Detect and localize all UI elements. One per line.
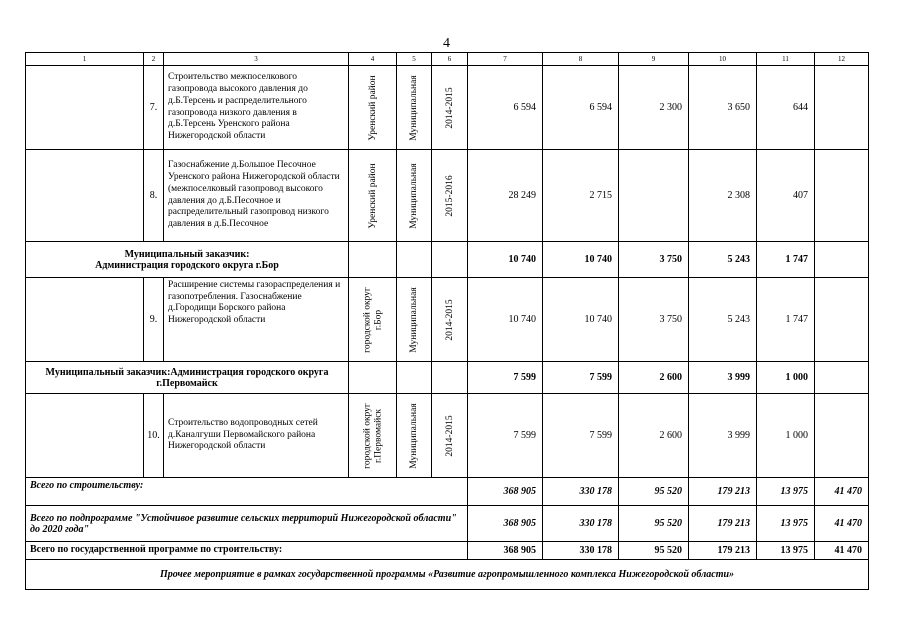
district-cell xyxy=(349,278,397,362)
empty-cell xyxy=(349,242,397,278)
table-row xyxy=(26,394,869,478)
customer-label: Муниципальный заказчик:Администрация городского округа г.Первомайск xyxy=(26,362,349,394)
value-cell: 368 905 xyxy=(468,542,543,560)
value-cell: 13 975 xyxy=(757,542,815,560)
value-cell: 3 650 xyxy=(689,66,757,150)
value-cell: 2 600 xyxy=(619,394,689,478)
period-text: 2014-2015 xyxy=(444,86,455,129)
row-number: 8. xyxy=(144,150,164,242)
value-cell xyxy=(815,362,869,394)
type-text: Муниципальная xyxy=(408,162,419,229)
value-cell: 179 213 xyxy=(689,506,757,542)
value-cell: 5 243 xyxy=(689,242,757,278)
customer-row xyxy=(26,362,869,394)
value-cell: 330 178 xyxy=(543,506,619,542)
value-cell: 95 520 xyxy=(619,542,689,560)
total-row xyxy=(26,506,869,542)
col-number: 2 xyxy=(144,53,164,66)
value-cell: 330 178 xyxy=(543,542,619,560)
col-number: 11 xyxy=(757,53,815,66)
table-row xyxy=(26,278,869,362)
value-cell: 6 594 xyxy=(543,66,619,150)
row-number: 9. xyxy=(144,278,164,362)
col-number: 7 xyxy=(468,53,543,66)
value-cell: 7 599 xyxy=(543,394,619,478)
total-label: Всего по подпрограмме "Устойчивое развитие сельских территорий Нижегородской области" до 2020 года" xyxy=(26,506,468,542)
footer-row xyxy=(26,560,869,590)
value-cell: 1 747 xyxy=(757,242,815,278)
value-cell: 368 905 xyxy=(468,506,543,542)
table-row xyxy=(26,66,869,150)
customer-label: Муниципальный заказчик: Администрация городского округа г.Бор xyxy=(26,242,349,278)
col-number: 3 xyxy=(164,53,349,66)
project-description: Расширение системы газораспределения и газопотребления. Газоснабжение д.Городищи Борского района Нижегородской области xyxy=(164,278,349,362)
footer-text: Прочее мероприятие в рамках государственной программы «Развитие агропромышленного комплекса Нижегородской области» xyxy=(26,560,869,590)
value-cell: 10 740 xyxy=(543,278,619,362)
period-cell xyxy=(432,66,468,150)
district-text: Уренский район xyxy=(367,74,378,141)
project-description: Строительство водопроводных сетей д.Каналгуши Первомайского района Нижегородской области xyxy=(164,394,349,478)
value-cell: 95 520 xyxy=(619,478,689,506)
type-text: Муниципальная xyxy=(408,402,419,469)
total-label: Всего по строительству: xyxy=(26,478,468,506)
value-cell xyxy=(619,150,689,242)
type-text: Муниципальная xyxy=(408,74,419,141)
value-cell: 2 300 xyxy=(619,66,689,150)
period-cell xyxy=(432,394,468,478)
period-text: 2015-2016 xyxy=(444,174,455,217)
value-cell: 1 000 xyxy=(757,362,815,394)
value-cell: 3 999 xyxy=(689,362,757,394)
empty-cell xyxy=(26,150,144,242)
district-text: городской округ г.Бор xyxy=(362,286,383,353)
value-cell: 10 740 xyxy=(468,242,543,278)
column-number-row xyxy=(26,53,869,66)
value-cell: 179 213 xyxy=(689,478,757,506)
value-cell: 10 740 xyxy=(543,242,619,278)
period-cell xyxy=(432,278,468,362)
district-cell xyxy=(349,150,397,242)
value-cell: 368 905 xyxy=(468,478,543,506)
value-cell: 28 249 xyxy=(468,150,543,242)
value-cell: 10 740 xyxy=(468,278,543,362)
period-text: 2014-2015 xyxy=(444,298,455,341)
value-cell: 3 750 xyxy=(619,278,689,362)
type-cell xyxy=(397,150,432,242)
col-number: 5 xyxy=(397,53,432,66)
value-cell: 41 470 xyxy=(815,542,869,560)
value-cell: 41 470 xyxy=(815,478,869,506)
empty-cell xyxy=(26,278,144,362)
page-number: 4 xyxy=(443,36,450,51)
value-cell xyxy=(815,66,869,150)
value-cell: 407 xyxy=(757,150,815,242)
empty-cell xyxy=(397,242,432,278)
value-cell: 1 000 xyxy=(757,394,815,478)
value-cell xyxy=(815,394,869,478)
value-cell: 41 470 xyxy=(815,506,869,542)
value-cell: 2 600 xyxy=(619,362,689,394)
empty-cell xyxy=(432,242,468,278)
col-number: 8 xyxy=(543,53,619,66)
total-row xyxy=(26,542,869,560)
district-cell xyxy=(349,394,397,478)
col-number: 10 xyxy=(689,53,757,66)
project-description: Строительство межпоселкового газопровода высокого давления до д.Б.Терсень и распределительного газопровода низкого давления в д.Б.Терсень Уренского района Нижегородской области xyxy=(164,66,349,150)
value-cell: 179 213 xyxy=(689,542,757,560)
period-cell xyxy=(432,150,468,242)
value-cell: 7 599 xyxy=(543,362,619,394)
value-cell: 3 750 xyxy=(619,242,689,278)
col-number: 6 xyxy=(432,53,468,66)
empty-cell xyxy=(26,394,144,478)
col-number: 4 xyxy=(349,53,397,66)
district-text: Уренский район xyxy=(367,162,378,229)
type-cell xyxy=(397,394,432,478)
district-cell xyxy=(349,66,397,150)
program-table xyxy=(25,52,869,590)
col-number: 12 xyxy=(815,53,869,66)
value-cell: 13 975 xyxy=(757,478,815,506)
value-cell: 95 520 xyxy=(619,506,689,542)
table-row xyxy=(26,150,869,242)
total-label: Всего по государственной программе по строительству: xyxy=(26,542,468,560)
type-cell xyxy=(397,66,432,150)
row-number: 7. xyxy=(144,66,164,150)
empty-cell xyxy=(397,362,432,394)
value-cell: 2 308 xyxy=(689,150,757,242)
empty-cell xyxy=(432,362,468,394)
project-description: Газоснабжение д.Большое Песочное Уренского района Нижегородской области (межпоселковый газопровод высокого давления до д.Б.Песочное и распределительный газопровод низкого давления в д.Б.Песочное xyxy=(164,150,349,242)
type-text: Муниципальная xyxy=(408,286,419,353)
value-cell: 644 xyxy=(757,66,815,150)
customer-row xyxy=(26,242,869,278)
value-cell xyxy=(815,150,869,242)
type-cell xyxy=(397,278,432,362)
value-cell: 5 243 xyxy=(689,278,757,362)
value-cell: 2 715 xyxy=(543,150,619,242)
period-text: 2014-2015 xyxy=(444,414,455,457)
empty-cell xyxy=(349,362,397,394)
value-cell: 7 599 xyxy=(468,394,543,478)
value-cell: 1 747 xyxy=(757,278,815,362)
value-cell: 13 975 xyxy=(757,506,815,542)
col-number: 9 xyxy=(619,53,689,66)
total-row xyxy=(26,478,869,506)
value-cell xyxy=(815,242,869,278)
value-cell xyxy=(815,278,869,362)
row-number: 10. xyxy=(144,394,164,478)
value-cell: 7 599 xyxy=(468,362,543,394)
value-cell: 3 999 xyxy=(689,394,757,478)
value-cell: 330 178 xyxy=(543,478,619,506)
col-number: 1 xyxy=(26,53,144,66)
district-text: городской округ г.Первомайск xyxy=(362,402,383,469)
value-cell: 6 594 xyxy=(468,66,543,150)
empty-cell xyxy=(26,66,144,150)
